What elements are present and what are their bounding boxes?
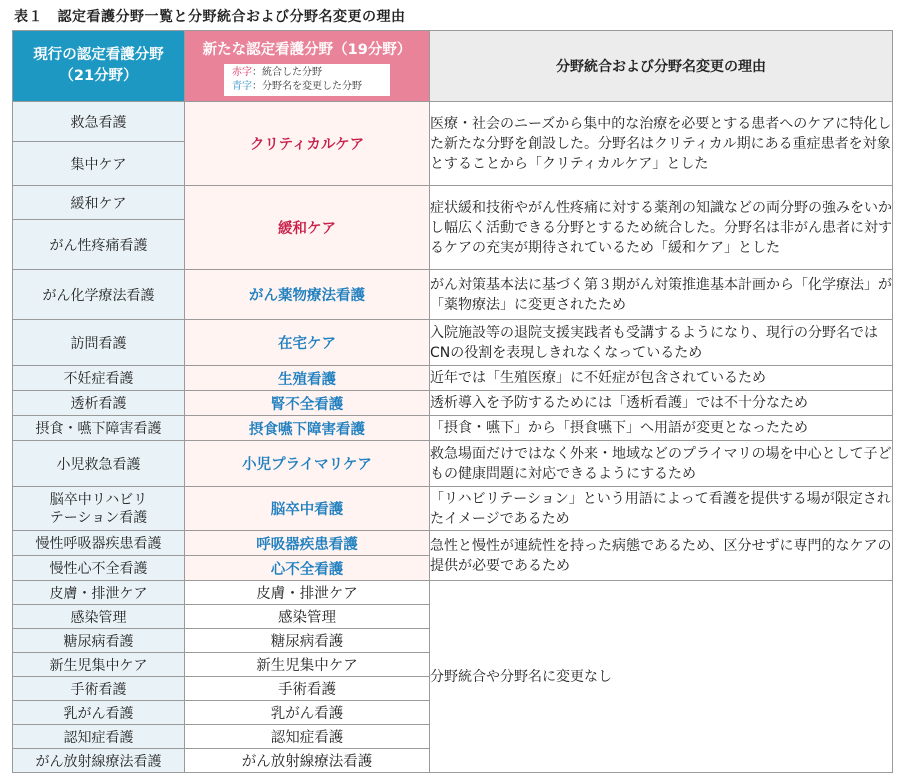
new-field: 在宅ケア <box>185 320 430 366</box>
current-field: 感染管理 <box>13 605 185 629</box>
legend-blue-desc: ：分野名を変更した分野 <box>252 80 362 92</box>
reason-text: 「摂食・嚥下」から「摂食嚥下」へ用語が変更となったため <box>430 416 893 441</box>
current-field: 不妊症看護 <box>13 366 185 391</box>
table-row <box>13 270 893 320</box>
header-current-fields <box>13 31 185 102</box>
current-field: 摂食・嚥下障害看護 <box>13 416 185 441</box>
reason-text: 急性と慢性が連続性を持った病態であるため、区分せずに専門的なケアの提供が必要であるため <box>430 531 893 581</box>
reason-text: 透析導入を予防するためには「透析看護」では不十分なため <box>430 391 893 416</box>
current-field: がん性疼痛看護 <box>13 220 185 270</box>
table-row <box>13 416 893 441</box>
new-field: 脳卒中看護 <box>185 487 430 531</box>
new-field: 手術看護 <box>185 677 430 701</box>
new-field: 乳がん看護 <box>185 701 430 725</box>
table-row <box>13 102 893 142</box>
reason-text: 「リハビリテーション」という用語によって看護を提供する場が限定されたイメージであるため <box>430 487 893 531</box>
current-field: 透析看護 <box>13 391 185 416</box>
new-field: 緩和ケア <box>185 186 430 270</box>
table-caption: 表１ 認定看護分野一覧と分野統合および分野名変更の理由 <box>14 9 406 25</box>
current-field: 乳がん看護 <box>13 701 185 725</box>
current-field: 救急看護 <box>13 102 185 142</box>
color-legend <box>224 64 390 96</box>
reason-text: 症状緩和技術やがん性疼痛に対する薬剤の知識などの両分野の強みをいかし幅広く活動できる分野とするため統合した。分野名は非がん患者に対するケアの充実が期待されているため「緩和ケア」とした <box>430 186 893 270</box>
header-row <box>13 31 893 102</box>
new-field: 皮膚・排泄ケア <box>185 581 430 605</box>
table-row <box>13 366 893 391</box>
new-field: 心不全看護 <box>185 556 430 581</box>
new-field: がん放射線療法看護 <box>185 749 430 773</box>
table-row <box>13 391 893 416</box>
new-field: 感染管理 <box>185 605 430 629</box>
header-current-line1: 現行の認定看護分野 <box>33 46 164 63</box>
new-field: 摂食嚥下障害看護 <box>185 416 430 441</box>
new-field: 小児プライマリケア <box>185 441 430 487</box>
legend-red-desc: ：統合した分野 <box>252 67 322 78</box>
reason-text: 近年では「生殖医療」に不妊症が包含されているため <box>430 366 893 391</box>
legend-red-word: 赤字 <box>232 67 252 78</box>
legend-blue-word: 青字 <box>232 80 252 92</box>
current-field: 小児救急看護 <box>13 441 185 487</box>
current-field: 慢性心不全看護 <box>13 556 185 581</box>
new-field: 呼吸器疾患看護 <box>185 531 430 556</box>
header-new-title: 新たな認定看護分野（19分野） <box>202 42 412 58</box>
new-field: クリティカルケア <box>185 102 430 186</box>
current-field: 皮膚・排泄ケア <box>13 581 185 605</box>
current-field: 糖尿病看護 <box>13 629 185 653</box>
current-field: 手術看護 <box>13 677 185 701</box>
reason-text: 救急場面だけではなく外来・地域などのプライマリの場を中心として子どもの健康問題に対応できるようにするため <box>430 441 893 487</box>
current-field: 集中ケア <box>13 142 185 186</box>
header-new-fields <box>185 31 430 102</box>
new-field: 腎不全看護 <box>185 391 430 416</box>
header-reason: 分野統合および分野名変更の理由 <box>430 31 893 102</box>
current-field: 慢性呼吸器疾患看護 <box>13 531 185 556</box>
table-row <box>13 531 893 556</box>
new-field: 糖尿病看護 <box>185 629 430 653</box>
table-row <box>13 487 893 531</box>
reason-text: 分野統合や分野名に変更なし <box>430 581 893 773</box>
table-row <box>13 186 893 220</box>
current-field: 緩和ケア <box>13 186 185 220</box>
current-field: 訪問看護 <box>13 320 185 366</box>
new-field: 認知症看護 <box>185 725 430 749</box>
current-field-line2: テーション看護 <box>49 509 148 526</box>
new-field: 生殖看護 <box>185 366 430 391</box>
reason-text: 医療・社会のニーズから集中的な治療を必要とする患者へのケアに特化した新たな分野を創設した。分野名はクリティカル期にある重症患者を対象とすることから「クリティカルケア」とした <box>430 102 893 186</box>
current-field: 新生児集中ケア <box>13 653 185 677</box>
reason-text: 入院施設等の退院支援実践者も受講するようになり、現行の分野名ではCNの役割を表現しきれなくなっているため <box>430 320 893 366</box>
header-current-line2: （21分野） <box>59 68 138 84</box>
table-row <box>13 581 893 605</box>
table-row <box>13 441 893 487</box>
current-field: がん放射線療法看護 <box>13 749 185 773</box>
current-field: 認知症看護 <box>13 725 185 749</box>
reason-text: がん対策基本法に基づく第３期がん対策推進基本計画から「化学療法」が「薬物療法」に変更されたため <box>430 270 893 320</box>
current-field: がん化学療法看護 <box>13 270 185 320</box>
new-field: がん薬物療法看護 <box>185 270 430 320</box>
new-field: 新生児集中ケア <box>185 653 430 677</box>
current-field <box>13 487 185 531</box>
table-row <box>13 320 893 366</box>
current-field-line1: 脳卒中リハビリ <box>49 491 148 508</box>
certified-nursing-table <box>12 30 893 773</box>
